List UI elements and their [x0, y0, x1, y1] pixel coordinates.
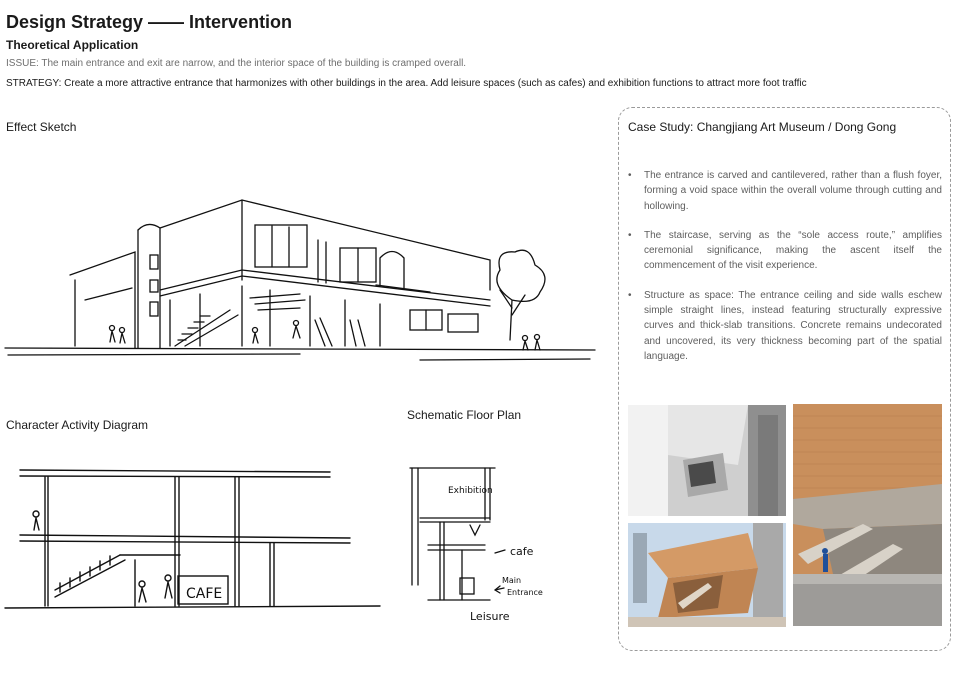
effect-sketch-label: Effect Sketch [6, 120, 77, 134]
exhibition-label: Exhibition [448, 486, 493, 496]
issue-text: ISSUE: The main entrance and exit are narrow, and the interior space of the building is cramped overall. [6, 58, 467, 69]
case-study-bullet: • Structure as space: The entrance ceiling and side walls eschew simple straight lines, instead featuring structurally expressive curves and thick-slab transitions. Concrete remains undecorated and uncovered, its very thickness becoming part of the spatial language. [628, 289, 942, 362]
case-study-bullet: • The entrance is carved and cantilevered, rather than a flush foyer, forming a void space within the overall volume through cutting and hollowing. [628, 170, 942, 212]
floor-plan-label: Schematic Floor Plan [407, 408, 522, 422]
page-title: Design Strategy —— Intervention [6, 12, 293, 32]
bullet-dot: • [628, 289, 632, 301]
case-study-bullet: • The staircase, serving as the “sole access route,” amplifies ceremonial significance, making the ascent itself the commencement of the visit experience. [628, 229, 942, 272]
cafe-sign-text: CAFE [186, 586, 223, 602]
leisure-label: Leisure [470, 610, 510, 623]
bullet-dot: • [628, 229, 632, 241]
case-study-title: Case Study: Changjiang Art Museum / Dong Gong [628, 120, 897, 134]
case-photo-brick-staircase [793, 404, 942, 626]
cafe-label: cafe [510, 545, 534, 558]
entrance-label: Entrance [507, 588, 543, 597]
bullet-dot: • [628, 170, 632, 181]
effect-sketch-drawing [0, 190, 600, 370]
main-label: Main [502, 576, 522, 585]
character-activity-drawing [0, 460, 385, 620]
strategy-text: STRATEGY: Create a more attractive entrance that harmonizes with other buildings in the area. Add leisure spaces (such as cafes) and exhibition functions to attract more foot traffic [6, 78, 807, 89]
floor-plan-drawing [400, 460, 560, 630]
page-subtitle: Theoretical Application [6, 38, 139, 52]
case-photo-concrete-interior [628, 405, 786, 516]
case-study-bullets [628, 168, 942, 378]
case-photo-cantilever-entrance [628, 523, 786, 627]
character-activity-label: Character Activity Diagram [6, 418, 149, 432]
